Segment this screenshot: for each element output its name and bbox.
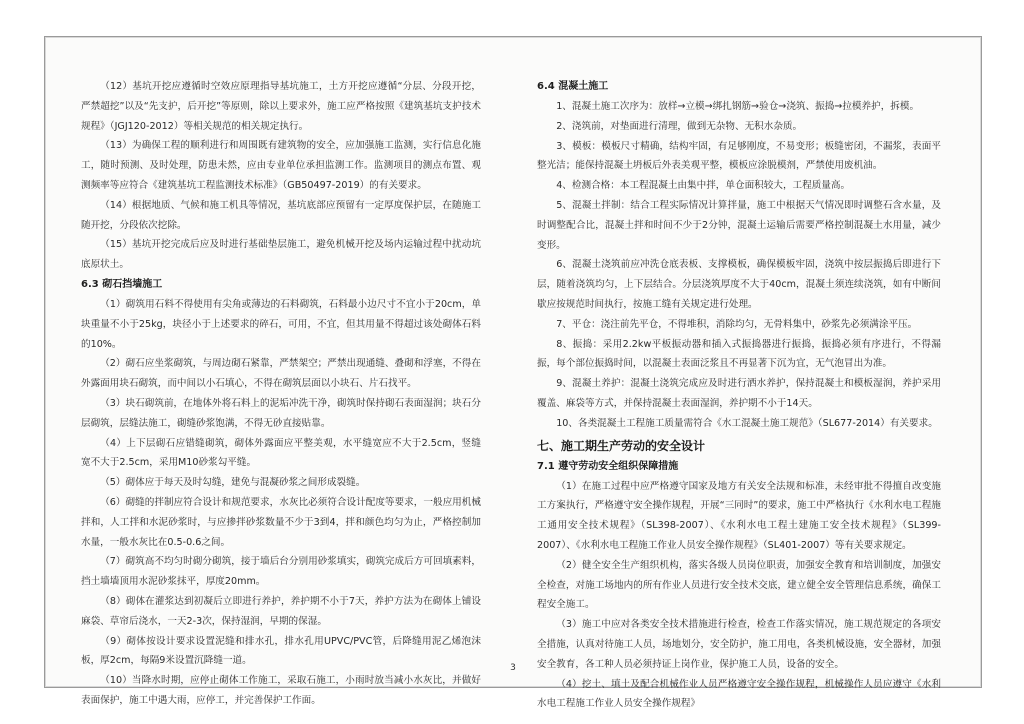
right-paragraph: 4、检测合格：本工程混凝土由集中拌，单仓面积较大，工程质量高。 bbox=[556, 180, 851, 192]
left-paragraph: （6）砌缝的拌制应符合设计和规范要求，水灰比必须符合设计配度等要求，一般应用机械拌和，人工拌和水泥砂浆时，与应掺拌砂浆数量不少于3到4，拌和颜色均匀为止，严格控制加水量，一般水灰比在0.5-0.6之间。 bbox=[81, 496, 481, 548]
left-paragraph: （8）砌体在灌浆达到初凝后立即进行养护，养护期不小于7天，养护方法为在砌体上铺设麻袋、草帘后浇水，一天2-3次，保持湿润，早期的保湿。 bbox=[81, 595, 481, 627]
left-paragraph: （14）根据地质、气候和施工机具等情况，基坑底部应预留有一定厚度保护层，在随施工随开挖，分段依次挖除。 bbox=[81, 199, 481, 231]
right-paragraph: （2）健全安全生产组织机构，落实各级人员岗位职责，加强安全教育和培训制度，加强安全检查，对施工场地内的所有作业人员进行安全技术交底，建立健全安全管理信息系统，确保工程安全施工。 bbox=[537, 559, 941, 611]
right-paragraph: 10、各类混凝土工程施工质量需符合《水工混凝土施工规范》（SL677-2014）有关要求。 bbox=[556, 417, 938, 429]
right-paragraph: （4）挖土、填土及配合机械作业人员严格遵守安全操作规程，机械操作人员应遵守《水利水电工程施工作业人员安全操作规程》 bbox=[537, 678, 941, 710]
left-paragraph: （7）砌筑高不均匀时砌分砌筑，接于墙后台分别用砂浆填实，砌筑完成后方可回填素料，挡土墙墙顶用水泥砂浆抹平，厚度20mm。 bbox=[81, 556, 481, 588]
right-paragraph: 3、模板：模板尺寸精确，结构牢固，有足够刚度，不易变形；板缝密闭，不漏浆，表面平整光洁；能保持混凝土坍板后外表美观平整，模板应涂脱模剂，严禁使用废机油。 bbox=[537, 140, 941, 172]
left-paragraph: （12）基坑开挖应遵循时空效应原理指导基坑施工，土方开挖应遵循“分层、分段开挖，严禁超挖”以及“先支护，后开挖”等原则，除以上要求外，施工应严格按照《建筑基坑支护技术规程》（JGJ120-2012）等相关规范的相关规定执行。 bbox=[81, 81, 481, 132]
left-paragraph: （2）砌石应坐浆砌筑，与周边砌石紧靠，严禁架空；严禁出现通缝、叠砌和浮塞，不得在外露面用块石砌筑，而中间以小石填心，不得在砌筑层面以小块石、片石找平。 bbox=[81, 358, 481, 390]
left-paragraph: （5）砌体应于每天及时勾缝，建免与混凝砂浆之间形成裂缝。 bbox=[100, 477, 366, 489]
right-column bbox=[537, 77, 941, 714]
right-paragraph: （1）在施工过程中应严格遵守国家及地方有关安全法规和标准，未经审批不得擅自改变施工方案执行，严格遵守安全操作规程，开展“三同时”的要求，施工中严格执行《水利水电工程施工通用安全技术规程》（SL398-2007）、《水利水电工程土建施工安全技术规程》（SL399-2007）、《水利水电工程施工作业人员安全操作规程》（SL401-2007）等有关要求规定。 bbox=[537, 480, 941, 551]
left-section-heading: 6.3 砌石挡墙施工 bbox=[81, 278, 163, 290]
right-paragraph: （3）施工中应对各类安全技术措施进行检查，检查工作落实情况，施工规范规定的各项安全措施，认真对待施工人员，场地划分，安全防护，施工用电，各类机械设施，安全器材，加强安全教育，各工种人员必须持证上岗作业，保护施工人员，设备的安全。 bbox=[537, 619, 941, 670]
left-paragraph: （10）当降水时期，应停止砌体工作施工，采取石施工，小雨时放当减小水灰比，并做好表面保护，施工中遇大雨，应停工，并完善保护工作面。 bbox=[81, 675, 481, 706]
left-paragraph: （3）块石砌筑前，在地体外将石料上的泥垢冲洗干净，砌筑时保持砌石表面湿润；块石分层砌筑，层缝法施工，砌缝砂浆饱满，不得无砂直接贴靠。 bbox=[81, 397, 481, 429]
left-paragraph: （9）砌体按设计要求设置泥缝和排水孔，排水孔用UPVC/PVC管，后降缝用泥乙烯泡沫板，厚2cm，每隔9米设置沉降缝一道。 bbox=[81, 635, 481, 667]
left-paragraph: （1）砌筑用石料不得使用有尖角或薄边的石料砌筑，石料最小边尺寸不宜小于20cm，单块重量不小于25kg，块径小于上述要求的碎石，可用，不宜，但其用量不得超过该处砌体石料的10%。 bbox=[81, 298, 481, 350]
right-paragraph: 9、混凝土养护：混凝土浇筑完成应及时进行洒水养护，保持混凝土和模板湿润，养护采用覆盖、麻袋等方式，并保持混凝土表面湿润，养护期不小于14天。 bbox=[537, 378, 941, 409]
page-number: 3 bbox=[510, 663, 516, 673]
right-section-heading: 7.1 遵守劳动安全组织保障措施 bbox=[537, 460, 679, 472]
right-paragraph: 6、混凝土浇筑前应冲洗仓底表板、支撑模板，确保模板牢固，浇筑中按层振捣后即进行下层，随着浇筑均匀，上下层结合。分层浇筑厚度不大于40cm，混凝土须连续浇筑，如有中断间歇应按规范时间执行，按施工缝有关规定进行处理。 bbox=[537, 259, 941, 310]
left-paragraph: （13）为确保工程的顺利进行和周围既有建筑物的安全，应加强施工监测，实行信息化施工，随时预测、及时处理，防患未然，应由专业单位承担监测工作。监测项目的测点布置、观测频率等应符合《建筑基坑工程监测技术标准》（GB50497-2019）的有关要求。 bbox=[81, 140, 481, 191]
right-paragraph: 7、平仓：浇注前先平仓，不得堆积，消除均匀，无骨料集中，砂浆先必须满涂平压。 bbox=[556, 318, 918, 330]
right-section-heading: 6.4 混凝土施工 bbox=[537, 81, 609, 92]
left-paragraph: （15）基坑开挖完成后应及时进行基础垫层施工，避免机械开挖及场内运输过程中扰动坑底原状土。 bbox=[81, 239, 481, 271]
document-sheet bbox=[44, 36, 982, 710]
right-paragraph: 5、混凝土拌制：结合工程实际情况计算拌量，施工中根据天气情况即时调整石含水量，及时调整配合比，混凝土拌和时间不少于2分钟，混凝土运输后需要严格控制混凝土水用量，减少变形。 bbox=[537, 199, 941, 251]
right-paragraph: 8、振捣：采用2.2kw平板振动器和插入式振捣器进行振捣，振捣必须有序进行，不得漏振，每个部位振捣时间，以混凝土表面泛浆且不再显著下沉为宜，无气泡冒出为准。 bbox=[537, 338, 941, 370]
right-chapter-heading: 七、施工期生产劳动的安全设计 bbox=[537, 438, 706, 453]
left-column bbox=[81, 77, 481, 711]
left-paragraph: （4）上下层砌石应错缝砌筑，砌体外露面应平整美观，水平缝宽应不大于2.5cm，竖缝宽不大于2.5cm，采用M10砂浆勾平缝。 bbox=[81, 437, 481, 469]
right-paragraph: 2、浇筑前，对垫面进行清理，做到无杂物、无积水杂质。 bbox=[556, 120, 803, 132]
right-paragraph: 1、混凝土施工次序为：放样→立模→绑扎钢筋→验仓→浇筑、振捣→拉模养护，拆模。 bbox=[556, 101, 920, 112]
